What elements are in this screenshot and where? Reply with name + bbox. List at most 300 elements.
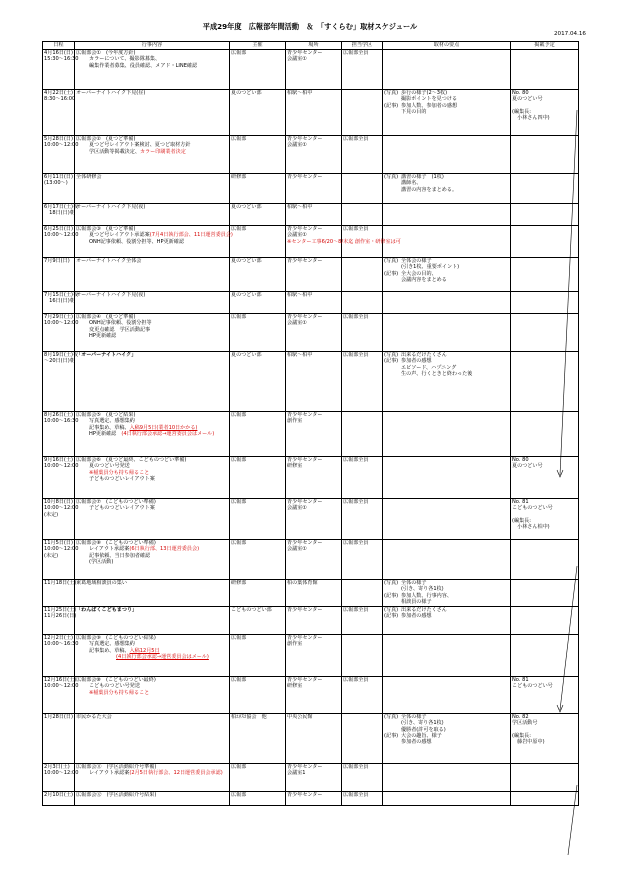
document-date: 2017.04.16 [553, 31, 586, 37]
date-line: 11月5日(日) [44, 540, 73, 546]
table-row [43, 677, 579, 714]
publication-line: 学区活動号 [512, 720, 538, 727]
cell-host [230, 314, 286, 352]
point-value: 全体の様子 [401, 714, 427, 720]
event-note: 入稿9月5日(業者10日かかる) [129, 424, 198, 431]
cell-place [286, 457, 342, 499]
date-line: 10:00～12:00 [44, 142, 79, 149]
cell-publication [511, 635, 579, 677]
cell-publication [511, 540, 579, 580]
point-value: 全体会の様子 [401, 258, 432, 264]
place-line: 研修室 [287, 683, 303, 690]
table-row [43, 607, 579, 635]
cell-publication [511, 677, 579, 714]
place-line: 会議室① [287, 320, 307, 327]
point-values [401, 90, 509, 103]
host-line: 広報部 [231, 677, 247, 683]
event-line [76, 431, 228, 437]
point-label: (写真) [384, 607, 399, 613]
point-label: (写真) [384, 714, 399, 720]
point-value: (引き、寄り各1枚) [401, 586, 444, 593]
place-line: 柏駅～柏中 [287, 90, 313, 96]
event-text: オーバーナイトハイク下見(昼) [76, 90, 146, 96]
cell-date [43, 204, 79, 226]
cell-publication [511, 457, 579, 499]
place-line: 青少年センター [287, 136, 323, 142]
point-value: 講習の内容をまとめる。 [401, 186, 458, 193]
event-line [76, 580, 228, 586]
host-line: 広報部 [231, 540, 247, 546]
cell-publication [511, 174, 579, 204]
cell-place [286, 540, 342, 580]
event-note: ※稲葉員分も持ち帰ること [89, 689, 150, 696]
cell-district [342, 314, 383, 352]
event-note: (7月4日執行部会、11日運営委員会) [149, 232, 233, 239]
table-row [43, 136, 579, 174]
cell-district [342, 258, 383, 292]
cell-host [230, 457, 286, 499]
host-line: 夏のつどい部 [231, 352, 262, 358]
cell-points [383, 499, 511, 540]
cell-date [43, 580, 75, 607]
place-line: 会議室① [287, 546, 307, 553]
cell-publication [511, 580, 579, 607]
point-group [384, 358, 509, 377]
cell-host [230, 412, 286, 457]
cell-event [75, 136, 230, 174]
point-values [401, 271, 509, 284]
date-line: 8:30～16:00 [44, 96, 76, 103]
point-value: 撮影ポイントを見つける [401, 96, 458, 103]
cell-place [286, 499, 342, 540]
event-text: カラーについて、撮影隊募集、 [89, 56, 161, 63]
cell-points [383, 764, 511, 792]
cell-district [342, 540, 383, 580]
district-line: 広報部全員 [343, 352, 369, 358]
point-group [384, 714, 509, 733]
event-note: (4日執行部会承認→運営委員会はメール) [116, 653, 209, 660]
cell-host [230, 258, 286, 292]
point-group [384, 593, 509, 606]
point-value: 生の声、行くときと終わった後 [401, 370, 473, 377]
table-row [43, 635, 579, 677]
event-text: 広報部会⑦ (こどものつどい準備) [76, 499, 156, 505]
event-text: 子どものつどいレイアウト案 [89, 505, 155, 512]
event-text: 広報部会① (今年度方針) [76, 50, 136, 56]
event-note: (2月5日執行部会、12日運営委員会承認) [129, 770, 223, 777]
publication-line: No. 81 [512, 677, 529, 683]
host-line: 研修部 [231, 174, 247, 180]
date-line: 11月26日(日) [44, 613, 77, 620]
cell-place [286, 174, 342, 204]
host-line: 広報部 [231, 226, 247, 232]
cell-district [342, 499, 383, 540]
cell-points [383, 635, 511, 677]
district-line: 広報部全員 [343, 499, 369, 505]
event-text: 変更点確認 学区活動記事 [89, 326, 151, 333]
place-line: 青少年センター [287, 50, 323, 56]
point-value: 相談員の様子 [401, 598, 432, 605]
event-text: 広報部会⑧ (こどものつどい準備) [76, 540, 156, 546]
point-label: (記事) [384, 102, 399, 109]
event-line [76, 149, 228, 155]
header-publication: 掲載予定 [511, 42, 579, 50]
event-text: HP更新確認 [89, 332, 117, 339]
event-text: オーバーナイトハイク下見(夜) [76, 292, 146, 298]
cell-host [230, 635, 286, 677]
date-line: 8月19日(土)夜 [44, 352, 79, 358]
cell-place [286, 792, 342, 806]
event-line [76, 204, 228, 210]
host-line: 広報部 [231, 314, 247, 320]
cell-date [43, 792, 75, 806]
event-text: 市民かるた大会 [76, 714, 112, 720]
point-label: (写真) [384, 580, 399, 586]
host-line: 広報部 [231, 499, 247, 505]
header-date: 日程 [43, 42, 75, 50]
event-text: 広報部会⑤ (夏つど結果) [76, 412, 136, 418]
publication-line: No. 81 [512, 499, 529, 505]
event-line [76, 505, 228, 511]
event-text: オーバーナイトハイク下見(夜) [76, 204, 146, 210]
table-row [43, 764, 579, 792]
cell-district [342, 90, 383, 136]
point-group [384, 613, 509, 619]
point-label: (写真) [384, 174, 399, 180]
cell-date [43, 50, 79, 90]
cell-host [230, 292, 286, 314]
point-values [401, 103, 509, 116]
point-values [401, 258, 509, 271]
document-title: 平成29年度 広報部年間活動 ＆ 「すくらむ」取材スケジュール [202, 22, 418, 31]
cell-publication [511, 226, 579, 258]
cell-place [286, 292, 342, 314]
point-values [401, 613, 509, 619]
cell-date [43, 457, 79, 499]
cell-publication [511, 792, 579, 806]
cell-host [230, 677, 286, 714]
table-row [43, 412, 579, 457]
host-line: 夏のつどい部 [231, 90, 262, 96]
event-text: 「オーバーナイトハイク」 [76, 352, 137, 358]
point-value: 参加者の感想 [401, 739, 432, 746]
place-line: 会議室① [287, 142, 307, 149]
event-text: 編集作業者募集、役員確認、メアド・LINE確認 [89, 62, 198, 69]
date-line: 10:00～12:00 [44, 546, 79, 553]
cell-host [230, 540, 286, 580]
date-line: 9月16日(土) [44, 457, 73, 463]
cell-date [43, 90, 75, 136]
cell-place [286, 204, 342, 226]
event-text: 写真選定、感想集約 [89, 418, 135, 425]
event-note: (4日執行部会承認→運営委員会はメール) [116, 430, 215, 437]
cell-points [383, 204, 511, 226]
event-line [76, 559, 228, 565]
table-row [43, 50, 579, 90]
event-note: (6日執行部、13日運営委員会) [129, 546, 200, 553]
cell-points [383, 174, 511, 204]
event-text: 夏のつどい号発送 [89, 463, 130, 470]
cell-host [230, 499, 286, 540]
point-value: 参加者の感想 [401, 358, 432, 365]
point-value: 全大会の目的、 [401, 270, 437, 277]
place-line: ※センター工事6/20～8/末迄 創作室・研修室は可 [287, 238, 401, 245]
cell-date [43, 226, 79, 258]
host-line: こどものつどい部 [231, 607, 272, 613]
event-line [76, 690, 228, 696]
cell-event [75, 258, 230, 292]
event-line [76, 292, 228, 298]
cell-date [43, 540, 79, 580]
cell-host [230, 174, 286, 204]
date-line: 2月10日(土) [44, 792, 73, 798]
place-line: 会議室① [287, 232, 307, 239]
date-line: 10:00～16:30 [44, 418, 79, 425]
date-line: 10:00～12:00 [44, 320, 79, 327]
cell-date [43, 607, 75, 635]
point-label: (記事) [384, 358, 399, 365]
point-value: 参加人数、行事内容、 [401, 592, 452, 599]
event-text: 広報部会② (夏つど準備) [76, 136, 136, 142]
point-values [401, 580, 509, 593]
cell-event [75, 677, 230, 714]
table-row [43, 714, 579, 764]
table-row [43, 174, 579, 204]
point-label: (記事) [384, 613, 399, 620]
event-text: 広報部会⑩ (こどものつどい最終) [76, 677, 156, 683]
cell-district [342, 580, 383, 607]
header-host: 主催 [230, 42, 286, 50]
cell-points [383, 90, 511, 136]
host-line: 夏のつどい部 [231, 258, 262, 264]
cell-district [342, 714, 383, 764]
event-line [76, 607, 228, 613]
place-line: 創作室 [287, 641, 303, 648]
district-line: 広報部全員 [343, 792, 369, 798]
place-line: 青少年センター [287, 607, 323, 613]
event-text: 記事依頼、当日参加者確認 [89, 552, 151, 559]
cell-publication [511, 258, 579, 292]
table-row [43, 204, 579, 226]
event-text: レイアウト承認案 [89, 546, 130, 553]
point-value: 優勝者(許可を取る) [401, 726, 446, 733]
event-text: HP更新確認 [89, 430, 117, 437]
cell-place [286, 607, 342, 635]
event-text: 広報部会④ (夏つど準備) [76, 314, 136, 320]
cell-host [230, 136, 286, 174]
date-line: 7月29日(土) [44, 314, 73, 320]
publication-line: こどものつどい号 [512, 683, 553, 690]
place-line: 柏駅～柏中 [287, 292, 313, 298]
place-line: 青少年センター [287, 314, 323, 320]
header-district: 担当学区 [342, 42, 383, 50]
event-note: 入稿12月5日 [129, 647, 160, 654]
date-line: 12月2日(土) [44, 635, 73, 641]
host-line: 研修部 [231, 580, 247, 586]
place-line: 青少年センター [287, 635, 323, 641]
place-line: 青少年センター [287, 174, 323, 180]
event-text: 「わんぱくこどもまつり」 [76, 607, 138, 613]
cell-points [383, 580, 511, 607]
cell-points [383, 607, 511, 635]
cell-date [43, 677, 79, 714]
cell-district [342, 204, 383, 226]
event-text: 写真選定、感想集約 [89, 641, 135, 648]
cell-date [43, 258, 75, 292]
point-value: 全体の様子 [401, 580, 427, 586]
table-row [43, 352, 579, 412]
cell-place [286, 714, 342, 764]
cell-event [75, 292, 230, 314]
cell-event [75, 174, 230, 204]
cell-publication [511, 499, 579, 540]
event-text: 夏つど号レイアウト案検討、夏つど取材方針 [89, 142, 191, 149]
point-label: (記事) [384, 732, 399, 739]
point-value: 参加者の感想 [401, 613, 432, 620]
cell-district [342, 352, 383, 412]
point-label: (記事) [384, 270, 399, 277]
cell-points [383, 540, 511, 580]
cell-date [43, 292, 79, 314]
point-group [384, 733, 509, 746]
cell-district [342, 607, 383, 635]
cell-points [383, 677, 511, 714]
host-line: 広報部 [231, 50, 247, 56]
cell-date [43, 174, 75, 204]
event-line [76, 258, 228, 264]
date-line: 15:30～16:30 [44, 56, 79, 63]
event-text: 広報部会③ (夏つど準備) [76, 226, 136, 232]
cell-event [75, 204, 230, 226]
date-line: 12月16日(土) [44, 677, 77, 683]
cell-publication [511, 50, 579, 90]
district-line: 広報部全員 [343, 607, 369, 613]
cell-place [286, 764, 342, 792]
point-values [401, 358, 509, 377]
cell-place [286, 580, 342, 607]
cell-date [43, 136, 79, 174]
cell-points [383, 314, 511, 352]
place-line: 柏駅～柏中 [287, 352, 313, 358]
date-line: 7月9日(日) [44, 258, 70, 264]
cell-points [383, 352, 511, 412]
event-text: 学区活動等掲載決定、 [89, 148, 140, 155]
event-note: ※稲葉員分も持ち帰ること [89, 469, 150, 476]
publication-line: 夏のつどい号 [512, 96, 543, 103]
cell-event [75, 764, 230, 792]
cell-district [342, 174, 383, 204]
cell-district [342, 136, 383, 174]
place-line: 柏駅～柏中 [287, 204, 313, 210]
cell-host [230, 204, 286, 226]
cell-event [75, 580, 230, 607]
table-row [43, 540, 579, 580]
point-values [401, 593, 509, 606]
event-line [76, 714, 228, 720]
cell-points [383, 792, 511, 806]
point-value: 出来るだけたくさん [401, 352, 447, 358]
cell-publication [511, 136, 579, 174]
date-line: 6月11日(日) [44, 174, 73, 180]
cell-publication [511, 204, 579, 226]
date-line: 10:00～12:00 [44, 463, 79, 470]
point-value: 出来るだけたくさん [401, 607, 447, 613]
district-line: 広報部全員 [343, 50, 369, 56]
cell-host [230, 50, 286, 90]
cell-date [43, 635, 79, 677]
point-values [401, 733, 509, 746]
cell-event [75, 714, 230, 764]
header-event: 行事内容 [75, 42, 230, 50]
event-line [76, 792, 228, 798]
place-line: 青少年センター [287, 499, 323, 505]
cell-event [75, 352, 230, 412]
date-line: 5月28日(日) [44, 136, 73, 142]
district-line: 広報部全員 [343, 226, 369, 232]
cell-event [75, 226, 233, 258]
table-row [43, 580, 579, 607]
point-label: (写真) [384, 90, 399, 96]
event-text: ONH記事依頼、役割分担等、HP更新確認 [89, 238, 184, 245]
publication-line: 藤岩中原中) [512, 739, 545, 746]
place-line: 青少年センター [287, 764, 323, 770]
cell-date [43, 314, 79, 352]
cell-publication [511, 314, 579, 352]
date-line: 11月25日(土) [44, 607, 77, 613]
cell-place [286, 90, 342, 136]
point-label: (写真) [384, 258, 399, 264]
cell-event [75, 50, 230, 90]
cell-place [286, 314, 342, 352]
date-line: ～20日(日)朝 [44, 358, 75, 365]
event-text: 広報部会⑥ (夏つど最終、こどものつどい準備) [76, 457, 187, 463]
cell-publication [511, 412, 579, 457]
publication-line: (編集長: [512, 517, 531, 524]
cell-event [75, 607, 230, 635]
event-line [76, 63, 228, 69]
header-row [43, 42, 579, 50]
publication-line: No. 80 [512, 90, 529, 96]
cell-district [342, 792, 383, 806]
event-text: (学区活動) [89, 558, 114, 565]
place-line: 青少年センター [287, 258, 323, 264]
cell-publication [511, 90, 579, 136]
district-line: 広報部全員 [343, 764, 369, 770]
place-line: 会議室1 [287, 770, 306, 777]
point-value: (引き、寄り各1枚) [401, 720, 444, 727]
event-line [76, 352, 228, 358]
cell-points [383, 136, 511, 174]
cell-points [383, 412, 511, 457]
cell-district [342, 457, 383, 499]
cell-points [383, 258, 511, 292]
point-group [384, 103, 509, 116]
event-text: 広報部会⑪ (学区活動紹介号準備) [76, 764, 157, 770]
cell-place [286, 352, 342, 412]
event-line [76, 90, 228, 96]
event-text: ONH記事依頼、役割分担等 [89, 320, 152, 327]
date-line: 6月25日(日) [44, 226, 73, 232]
cell-date [43, 499, 79, 540]
event-text: 子どものつどいレイアウト案 [89, 475, 155, 482]
header-points: 取材の要点 [383, 42, 511, 50]
date-line: 11月18日(土) [44, 580, 77, 586]
place-line: 会議室① [287, 505, 307, 512]
date-line: 10:00～12:00 [44, 505, 79, 512]
cell-district [342, 412, 383, 457]
point-value: 歩行の様子(2～3枚) [401, 90, 448, 96]
cell-place [286, 677, 342, 714]
